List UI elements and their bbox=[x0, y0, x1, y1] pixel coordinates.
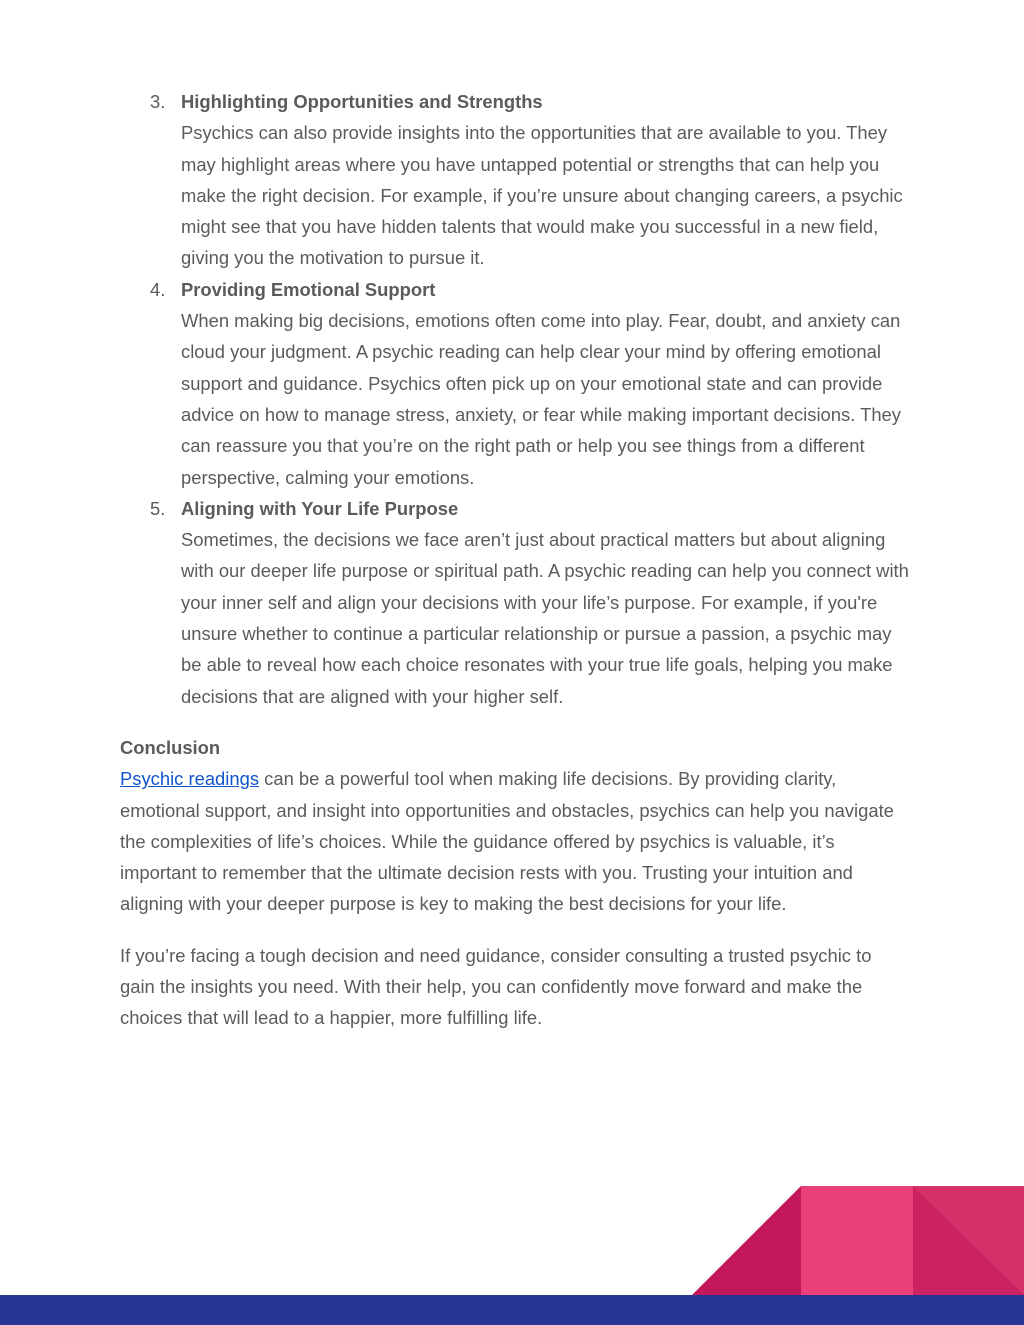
psychic-readings-link[interactable]: Psychic readings bbox=[120, 768, 260, 790]
list-item-body: Sometimes, the decisions we face aren’t just about practical matters but about aligning with our deeper life purpose or spiritual path. A psychic reading can help you connect with your inner self and align your decisions with your life’s purpose. For example, if you're unsure whether to continue a particular relationship or pursue a passion, a psychic may be able to reveal how each choice resonates with your true life goals, helping you make decisions that are aligned with your higher self. bbox=[181, 529, 909, 707]
decor-mid-pink-block bbox=[913, 1186, 1024, 1295]
list-item-title: Providing Emotional Support bbox=[181, 278, 436, 300]
list-item-title: Aligning with Your Life Purpose bbox=[181, 497, 459, 519]
conclusion-paragraph bbox=[120, 763, 910, 919]
numbered-list bbox=[120, 86, 910, 712]
list-item-body: Psychics can also provide insights into the opportunities that are available to you. They may highlight areas where you have untapped potential or strengths that can help you make the right decision. For example, if you’re unsure about changing careers, a psychic might see that you have hidden talents that would make you successful in a new field, giving you the motivation to pursue it. bbox=[181, 122, 903, 269]
list-item-number: 5. bbox=[150, 497, 166, 519]
list-item bbox=[120, 274, 910, 493]
list-item-title: Highlighting Opportunities and Strengths bbox=[181, 91, 543, 112]
footer-bar bbox=[0, 1295, 1024, 1325]
list-item-number: 4. bbox=[150, 278, 166, 300]
list-item-number: 3. bbox=[150, 91, 166, 112]
document-body bbox=[120, 86, 910, 1034]
conclusion-paragraph-text: can be a powerful tool when making life decisions. By providing clarity, emotional support, and insight into opportunities and obstacles, psychics can help you navigate the complexities of life’s choices. While the guidance offered by psychics is valuable, it’s important to remember that the ultimate decision rests with you. Trusting your intuition and aligning with your deeper purpose is key to making the best decisions for your life. bbox=[120, 768, 894, 915]
list-item bbox=[120, 86, 910, 274]
list-item bbox=[120, 493, 910, 712]
decor-dark-pink-triangle bbox=[692, 1186, 801, 1295]
conclusion-heading: Conclusion bbox=[120, 736, 221, 758]
list-item-body: When making big decisions, emotions often come into play. Fear, doubt, and anxiety can cloud your judgment. A psychic reading can help clear your mind by offering emotional support and guidance. Psychics often pick up on your emotional state and can provide advice on how to manage stress, anxiety, or fear while making important decisions. They can reassure you that you’re on the right path or help you see things from a different perspective, calming your emotions. bbox=[181, 310, 901, 488]
decor-shade-triangle bbox=[913, 1186, 1024, 1295]
decor-pink-block bbox=[801, 1186, 914, 1295]
closing-paragraph: If you’re facing a tough decision and need guidance, consider consulting a trusted psychic to gain the insights you need. With their help, you can confidently move forward and make the choices that will lead to a happier, more fulfilling life. bbox=[120, 944, 872, 1029]
